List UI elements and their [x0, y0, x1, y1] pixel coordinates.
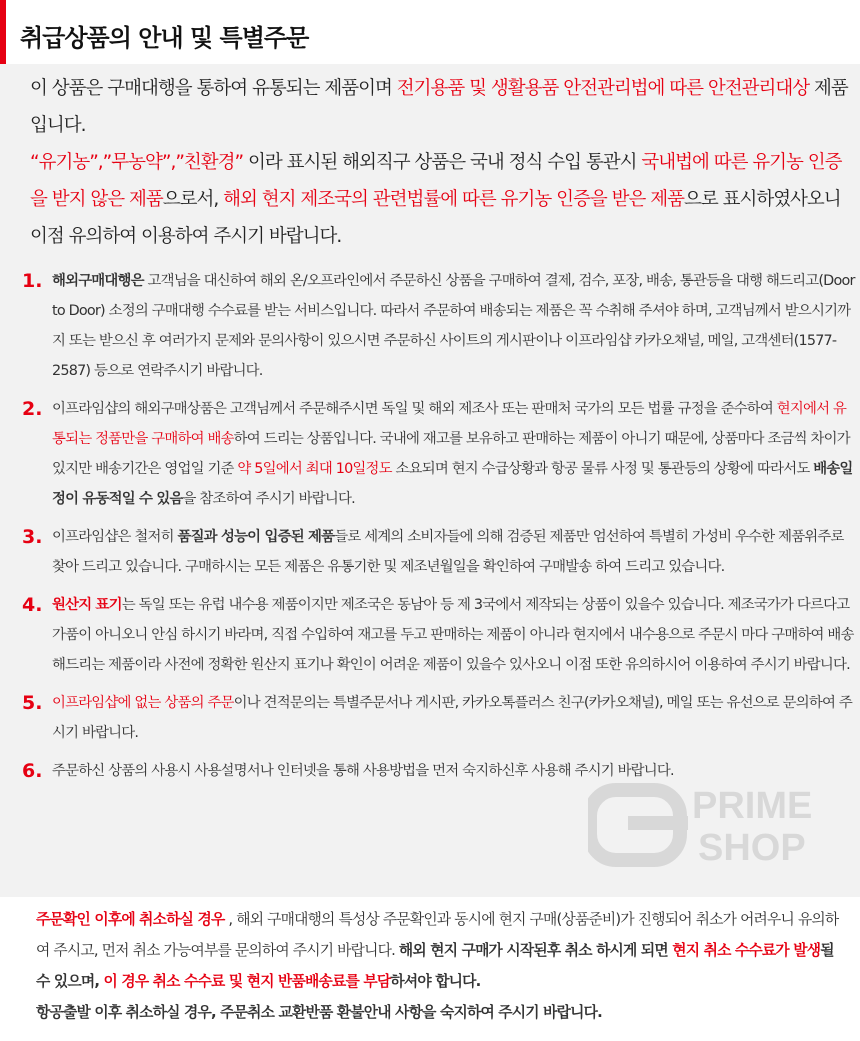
notice-keyword-after-departure: 항공출발 이후 취소하실 경우, 주문취소 교환반품 환불안내 사항을 숙지하여 주시기 바랍니다.: [36, 1004, 602, 1021]
notice-highlight-fee: 현지 취소 수수료가 발생: [672, 942, 821, 959]
notice-keyword: 하셔야 합니다.: [390, 973, 481, 990]
item-highlight: 이프라임샵에 없는 상품의 주문: [52, 695, 234, 711]
intro-paragraph-organic: [30, 144, 852, 255]
item-keyword: 해외구매대행은: [52, 273, 144, 289]
guide-item-3: [22, 522, 857, 582]
notice-keyword: 해외 현지 구매가 시작된후 취소 하시게 되면: [398, 942, 673, 959]
intro-text: 으로서,: [162, 189, 224, 210]
watermark-text-prime: PRIME: [692, 785, 813, 827]
intro-highlight-organic-labels: “유기농”,”무농약”,”친환경”: [30, 152, 244, 173]
item-number: 4.: [22, 594, 43, 616]
item-text: 들로 세계의 소비자들에 의해 검증된 제품만 엄선하여 특별히 가성비 우수한 제품위주로 찾아 드리고 있습니다. 구매하시는 모든 제품은 유통기한 및 제조년월일을 확인하여 구매발송 하여 드리고 있습니다.: [52, 529, 844, 575]
cancellation-notice: [36, 904, 846, 1028]
item-highlight: 원산지 표기: [52, 597, 122, 613]
item-keyword: 품질과 성능이 입증된 제품: [177, 529, 335, 545]
intro-text: 으로 표시하였사오니 이점 유의하여 이용하여 주시기 바랍니다.: [30, 189, 841, 247]
title-bar: [0, 0, 860, 64]
item-number: 5.: [22, 692, 43, 714]
intro-text: 이라 표시된 해외직구 상품은 국내 정식 수입 통관시: [243, 152, 642, 173]
title-accent-bar: [0, 0, 6, 64]
page-title: 취급상품의 안내 및 특별주문: [20, 24, 309, 52]
item-text: 을 참조하여 주시기 바랍니다.: [182, 491, 355, 507]
notice-text: , 해외 구매대행의 특성상 주문확인과 동시에 현지 구매(상품준비)가 진행되어 취소가 어려우니 유의하여 주시고, 먼저 취소 가능여부를 문의하여 주시기 바랍니다.: [36, 911, 839, 959]
intro-section: [30, 70, 852, 255]
item-highlight: 현지에서 유통되는 정품만을 구매하여 배송: [52, 401, 847, 447]
watermark-text-shop: SHOP: [698, 827, 806, 869]
item-text: 이나 견적문의는 특별주문서나 게시판, 카카오톡플러스 친구(카카오채널), 메일 또는 유선으로 문의하여 주시기 바랍니다.: [52, 695, 852, 741]
intro-text: 이 상품은 구매대행을 통하여 유통되는 제품이며: [30, 78, 397, 99]
guide-item-2: [22, 394, 857, 514]
item-keyword: 배송일정이 유동적일 수 있음: [52, 461, 853, 507]
intro-paragraph-safety: [30, 70, 852, 144]
item-text: 소요되며 현지 수급상황과 항공 물류 사정 및 통관등의 상황에 따라서도: [391, 461, 814, 477]
item-number: 1.: [22, 270, 43, 292]
watermark-logo-icon: [590, 790, 688, 860]
item-text: 하여 드리는 상품입니다. 국내에 재고를 보유하고 판매하는 제품이 아니기 때문에, 상품마다 조금씩 차이가 있지만 배송기간은 영업일 기준: [52, 431, 850, 477]
intro-highlight-not-certified: 국내법에 따른 유기농 인증을 받지 않은 제품: [30, 152, 842, 210]
guide-list: [22, 266, 857, 794]
intro-highlight-safety-law: 전기용품 및 생활용품 안전관리법에 따른 안전관리대상: [396, 78, 810, 99]
guide-item-1: [22, 266, 857, 386]
intro-highlight-overseas-certified: 해외 현지 제조국의 관련법률에 따른 유기농 인증을 받은 제품: [223, 189, 684, 210]
notice-highlight-return-cost: 이 경우 취소 수수료 및 현지 반품배송료를 부담: [103, 973, 391, 990]
item-number: 3.: [22, 526, 43, 548]
item-text: 주문하신 상품의 사용시 사용설명서나 인터넷을 통해 사용방법을 먼저 숙지하신후 사용해 주시기 바랍니다.: [52, 763, 674, 779]
notice-keyword: 될 수 있으며,: [36, 942, 834, 990]
item-number: 6.: [22, 760, 43, 782]
guide-item-5: [22, 688, 857, 748]
guide-item-4: [22, 590, 857, 680]
intro-text: 제품입니다.: [30, 78, 848, 136]
notice-highlight-cancel: 주문확인 이후에 취소하실 경우: [36, 911, 225, 928]
item-text: 고객님을 대신하여 해외 온/오프라인에서 주문하신 상품을 구매하여 결제, 검수, 포장, 배송, 통관등을 대행 해드리고(Door to Door) 소정의 구매대행 수수료를 받는 서비스입니다. 따라서 주문하여 배송되는 제품은 꼭 수취해 주셔야 하며, 고객님께서 받으시기까지 또는 받으신 후 여러가지 문제와 문의사항이 있으시면 주문하신 사이트의 게시판이나 이프라임샵 카카오채널, 메일, 고객센터(1577-2587) 등으로 연락주시기 바랍니다.: [52, 273, 855, 379]
item-highlight: 약 5일에서 최대 10일정도: [237, 461, 392, 477]
item-text: 는 독일 또는 유럽 내수용 제품이지만 제조국은 동남아 등 제 3국에서 제작되는 상품이 있을수 있습니다. 제조국가가 다르다고 가품이 아니오니 안심 하시기 바라며, 직접 수입하여 재고를 두고 판매하는 제품이 아니라 현지에서 내수용으로 주문시 마다 구매하여 배송해드리는 제품이라 사전에 정확한 원산지 표기나 확인이 어려운 제품이 있을수 있사오니 이점 또한 유의하시어 이용하여 주시기 바랍니다.: [52, 597, 854, 673]
item-text: 이프라임샵은 철저히: [52, 529, 178, 545]
item-number: 2.: [22, 398, 43, 420]
item-text: 이프라임샵의 해외구매상품은 고객님께서 주문해주시면 독일 및 해외 제조사 또는 판매처 국가의 모든 법률 규정을 준수하여: [52, 401, 777, 417]
guide-item-6: [22, 756, 857, 786]
